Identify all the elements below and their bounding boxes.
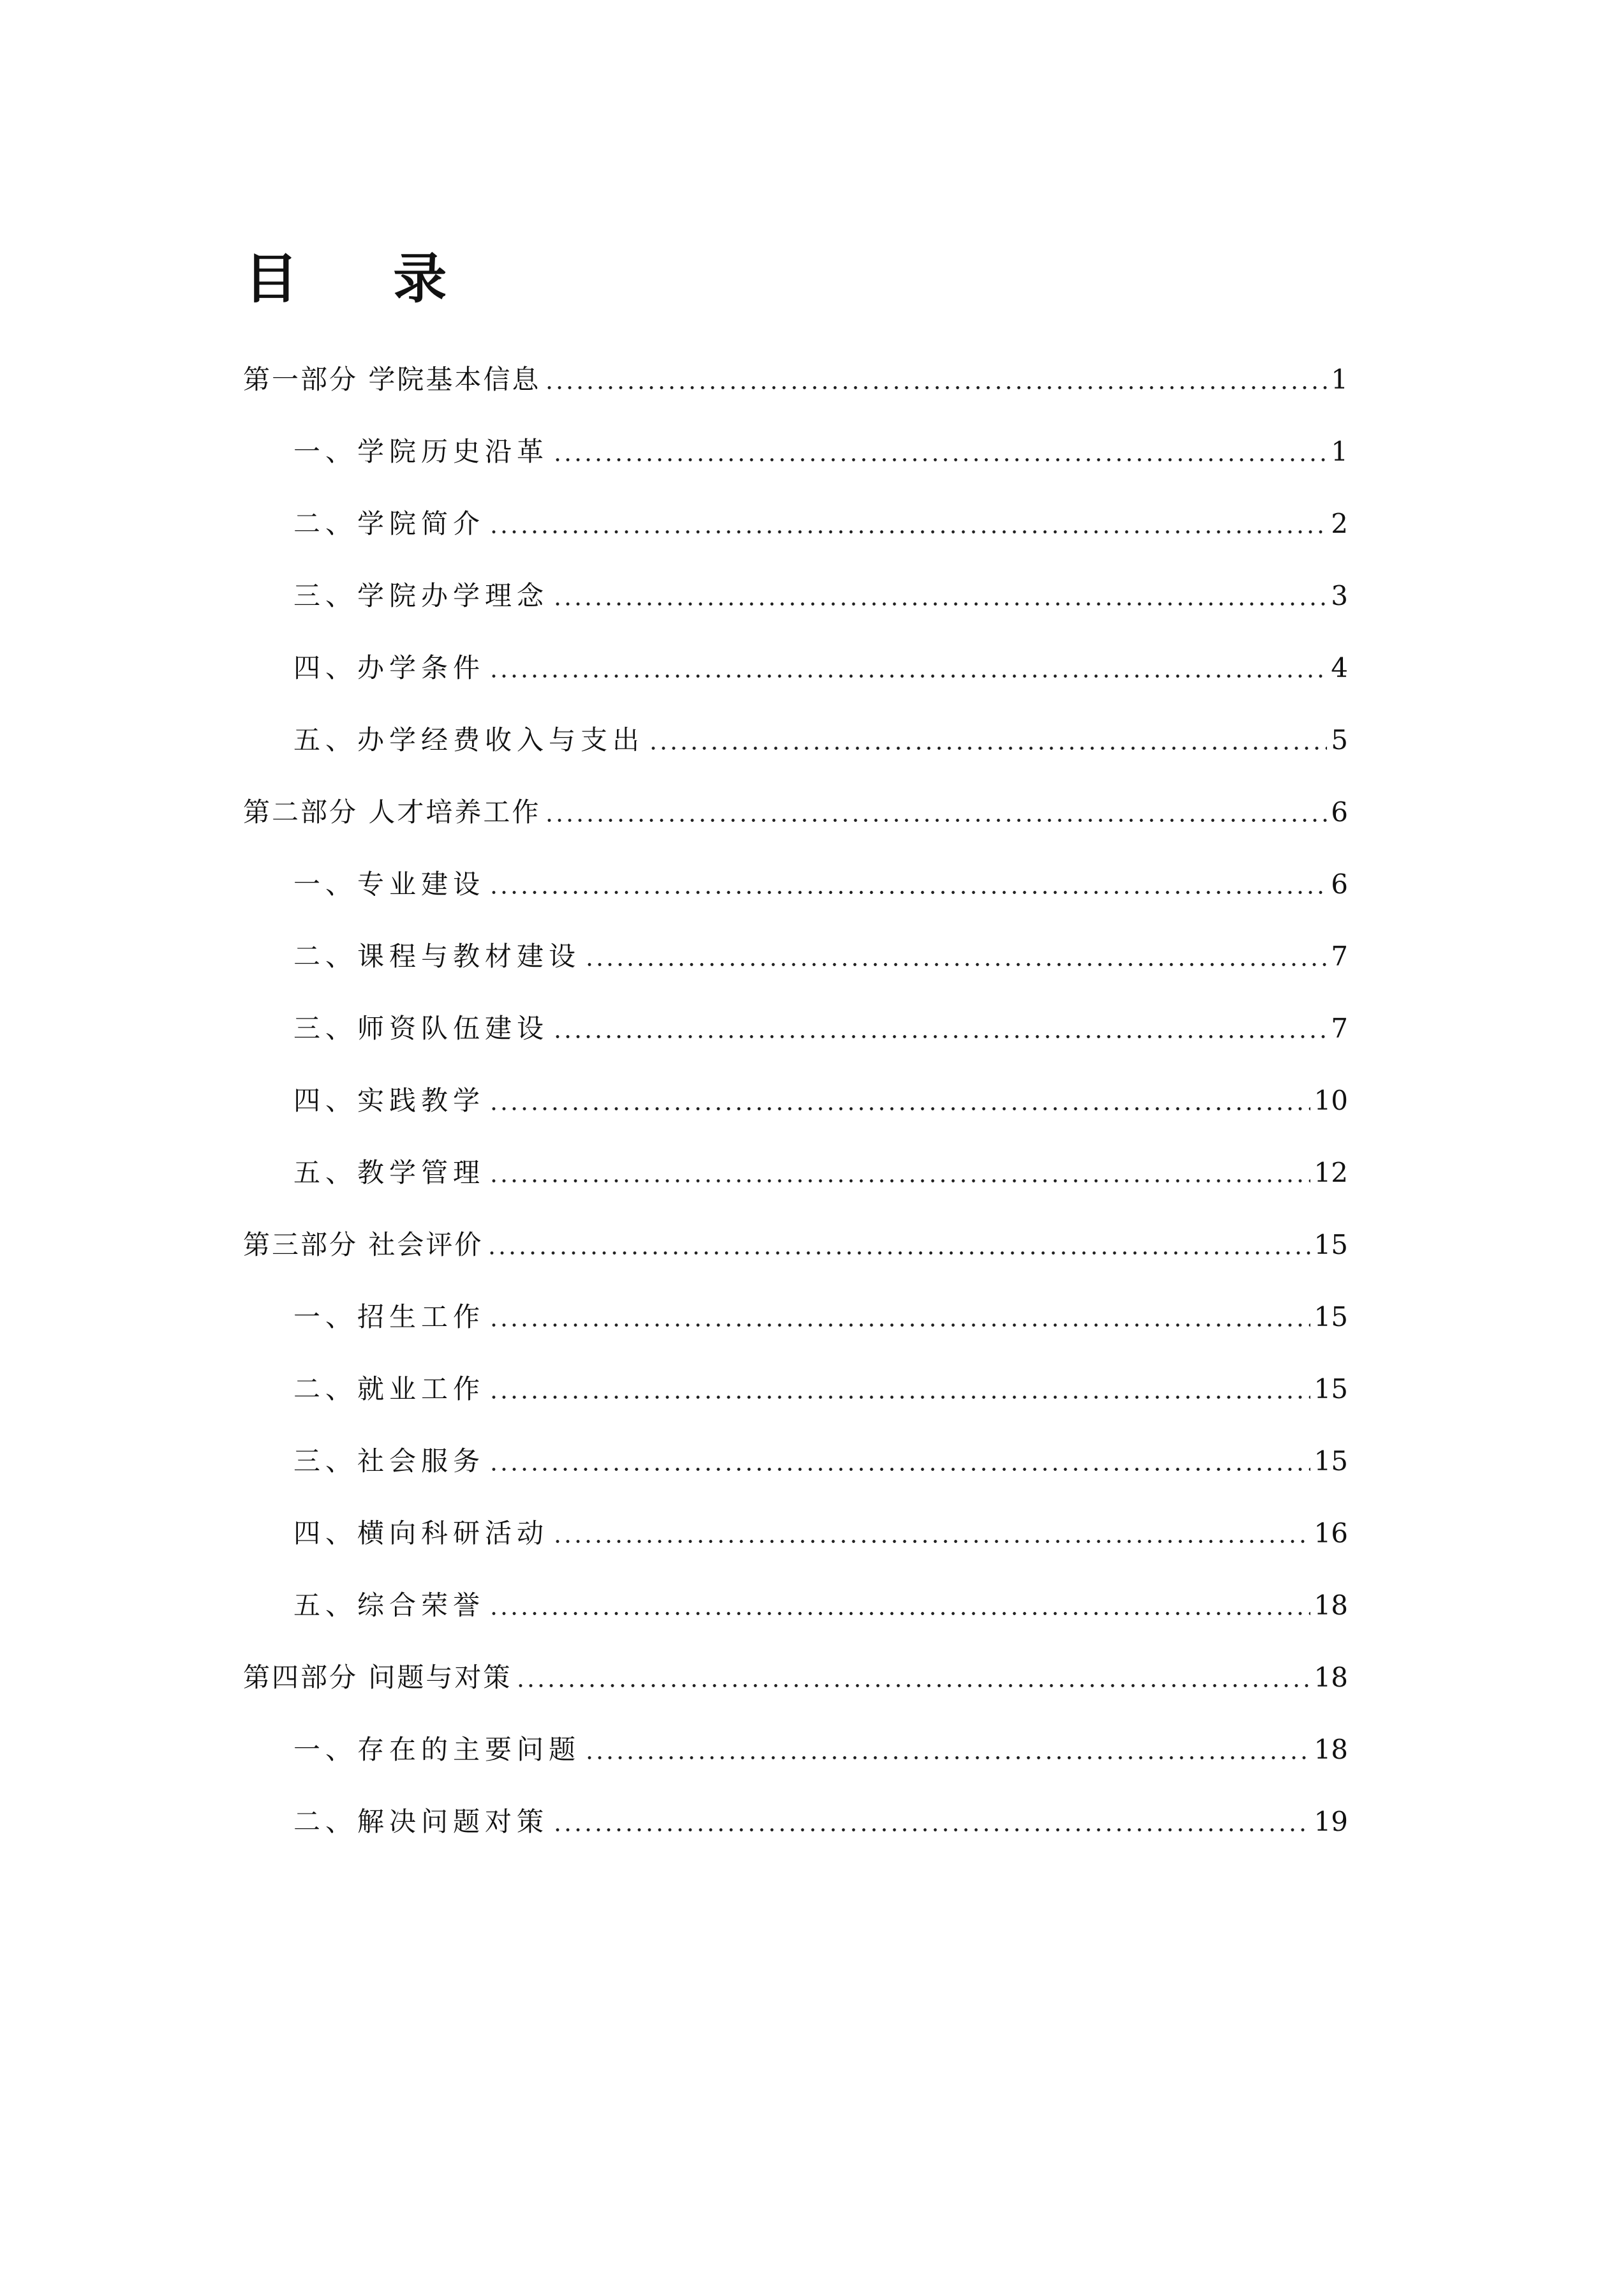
toc-entry[interactable]: [293, 646, 1348, 690]
toc-page-number: 7: [1331, 1013, 1348, 1044]
toc-page-number: 18: [1314, 1662, 1348, 1693]
toc-dot-leader: [515, 1655, 1310, 1700]
toc-entry[interactable]: [293, 1078, 1348, 1123]
toc-entry-label: 四、实践教学: [293, 1085, 485, 1116]
toc-dot-leader: [489, 1295, 1310, 1339]
toc-entry[interactable]: [293, 1511, 1348, 1556]
toc-entry-part-4[interactable]: [243, 1655, 1348, 1700]
toc-entry[interactable]: [293, 574, 1348, 618]
toc-page-number: 4: [1331, 652, 1348, 683]
toc-dot-leader: [552, 1511, 1310, 1556]
toc-entry-label: 五、综合荣誉: [293, 1590, 485, 1621]
toc-page-number: 18: [1314, 1590, 1348, 1621]
toc-page-number: 2: [1331, 508, 1348, 539]
toc-dot-leader: [552, 1800, 1310, 1844]
toc-page-number: 7: [1331, 941, 1348, 972]
toc-entry-label: 三、学院办学理念: [293, 580, 549, 611]
toc-page-number: 18: [1314, 1734, 1348, 1765]
toc-page-number: 12: [1314, 1157, 1348, 1188]
toc-page-number: 15: [1314, 1229, 1348, 1260]
toc-entry-part-3[interactable]: [243, 1223, 1348, 1267]
toc-page-number: 5: [1331, 724, 1348, 756]
toc-page-number: 1: [1331, 436, 1348, 467]
toc-dot-leader: [544, 790, 1327, 835]
toc-entry-label: 二、就业工作: [293, 1373, 485, 1405]
toc-entry[interactable]: [293, 934, 1348, 979]
toc-dot-leader: [584, 934, 1327, 979]
toc-title: 目 录: [244, 248, 485, 310]
toc-dot-leader: [552, 574, 1327, 618]
toc-page-number: 1: [1331, 364, 1348, 395]
toc-page-number: 15: [1314, 1445, 1348, 1477]
toc-entry[interactable]: [293, 718, 1348, 763]
toc-dot-leader: [544, 357, 1327, 402]
toc-entry[interactable]: [293, 1006, 1348, 1051]
toc-page-number: 15: [1314, 1301, 1348, 1332]
toc-entry-label: 第一部分 学院基本信息: [243, 364, 541, 395]
toc-entry-label: 三、师资队伍建设: [293, 1013, 549, 1044]
toc-dot-leader: [489, 502, 1327, 546]
toc-page-number: 6: [1331, 796, 1348, 828]
toc-entry-label: 二、学院简介: [293, 508, 485, 539]
toc-entry-part-2[interactable]: [243, 790, 1348, 835]
toc-entry[interactable]: [293, 1367, 1348, 1412]
toc-dot-leader: [552, 429, 1327, 474]
toc-entry-label: 第二部分 人才培养工作: [243, 796, 541, 828]
toc-page-number: 19: [1314, 1806, 1348, 1837]
toc-entry-label: 一、存在的主要问题: [293, 1734, 581, 1765]
toc-entry[interactable]: [293, 1583, 1348, 1628]
toc-entry-part-1[interactable]: [243, 357, 1348, 402]
toc-page-number: 3: [1331, 580, 1348, 611]
toc-dot-leader: [552, 1006, 1327, 1051]
toc-dot-leader: [489, 1078, 1310, 1123]
toc-entry-label: 四、办学条件: [293, 652, 485, 683]
toc-entry-label: 三、社会服务: [293, 1445, 485, 1477]
toc-page-number: 16: [1314, 1517, 1348, 1549]
toc-dot-leader: [487, 1223, 1310, 1267]
toc-dot-leader: [489, 862, 1327, 907]
toc-entry[interactable]: [293, 1800, 1348, 1844]
toc-entry-label: 四、横向科研活动: [293, 1517, 549, 1549]
toc-entry-label: 二、解决问题对策: [293, 1806, 549, 1837]
toc-page-number: 6: [1331, 868, 1348, 900]
toc-dot-leader: [489, 646, 1327, 690]
toc-dot-leader: [489, 1367, 1310, 1412]
toc-entry-label: 一、专业建设: [293, 868, 485, 900]
toc-entry-label: 第三部分 社会评价: [243, 1229, 484, 1260]
toc-entry[interactable]: [293, 862, 1348, 907]
toc-dot-leader: [584, 1727, 1310, 1772]
toc-page-number: 15: [1314, 1373, 1348, 1405]
toc-dot-leader: [489, 1583, 1310, 1628]
toc-entry-label: 五、办学经费收入与支出: [293, 724, 645, 756]
toc-entry[interactable]: [293, 1439, 1348, 1484]
toc-entry-label: 一、招生工作: [293, 1301, 485, 1332]
toc-entry-label: 第四部分 问题与对策: [243, 1662, 512, 1693]
toc-entry[interactable]: [293, 1727, 1348, 1772]
toc-entry-label: 五、教学管理: [293, 1157, 485, 1188]
toc-entry[interactable]: [293, 429, 1348, 474]
toc-dot-leader: [648, 718, 1327, 763]
toc-entry[interactable]: [293, 1295, 1348, 1339]
toc-entry-label: 二、课程与教材建设: [293, 941, 581, 972]
toc-page-number: 10: [1314, 1085, 1348, 1116]
toc-entry-label: 一、学院历史沿革: [293, 436, 549, 467]
toc-entry[interactable]: [293, 1151, 1348, 1195]
toc-dot-leader: [489, 1151, 1310, 1195]
toc-entry[interactable]: [293, 502, 1348, 546]
toc-dot-leader: [489, 1439, 1310, 1484]
